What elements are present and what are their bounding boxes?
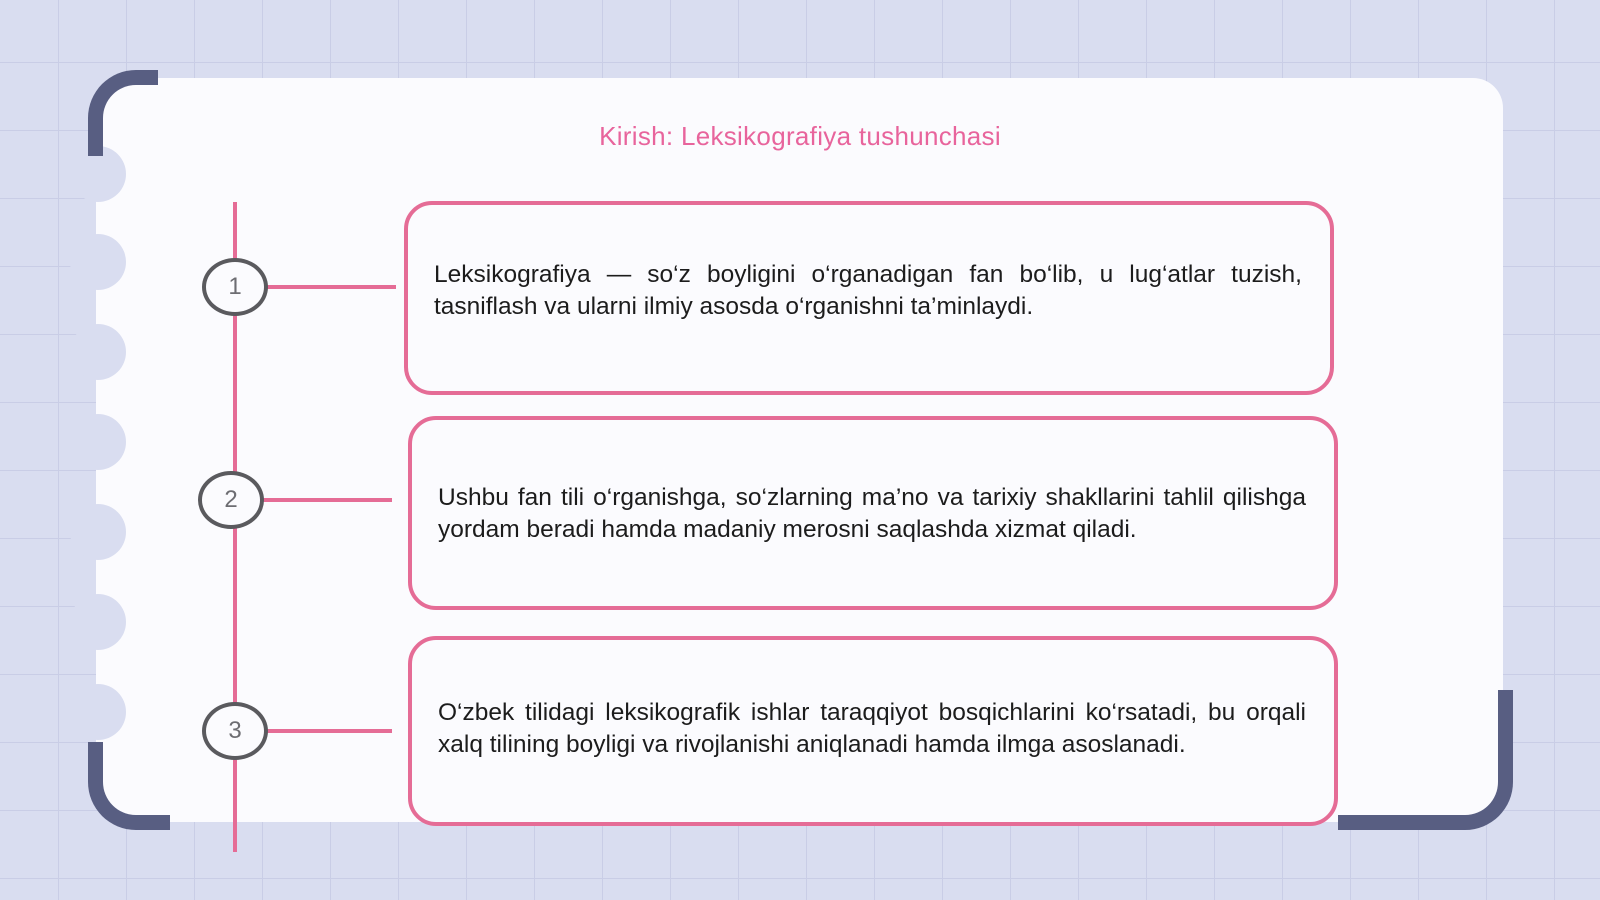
step-text-box [404, 201, 1334, 395]
step-number-marker: 1 [202, 258, 268, 316]
timeline-connector [266, 729, 392, 733]
timeline-connector [262, 498, 392, 502]
step-number-marker: 2 [198, 471, 264, 529]
step-text: Leksikografiya — so‘z boyligini o‘rganadigan fan bo‘lib, u lug‘atlar tuzish, tasniflash va ularni ilmiy asosda o‘rganishni ta’minlaydi. [434, 261, 1302, 320]
step-text: O‘zbek tilidagi leksikografik ishlar taraqqiyot bosqichlarini ko‘rsatadi, bu orqali xalq tilining boyligi va rivojlanishi aniqlanadi hamda ilmga asoslanadi. [438, 699, 1306, 758]
binder-notch [70, 414, 126, 470]
binder-notch [70, 324, 126, 380]
binder-notch [70, 504, 126, 560]
binder-notch [70, 234, 126, 290]
step-text: Ushbu fan tili o‘rganishga, so‘zlarning ma’no va tarixiy shakllarini tahlil qilishga yordam beradi hamda madaniy merosni saqlashda xizmat qiladi. [438, 484, 1306, 543]
binder-notch [70, 594, 126, 650]
slide-title: Kirish: Leksikografiya tushunchasi [599, 121, 1001, 151]
binder-notch [70, 684, 126, 740]
frame-corner-bottom-left [88, 742, 170, 830]
step-number-marker: 3 [202, 702, 268, 760]
step-text-box [408, 416, 1338, 610]
step-text-box [408, 636, 1338, 826]
timeline-connector [266, 285, 396, 289]
frame-corner-bottom-right [1338, 690, 1513, 830]
